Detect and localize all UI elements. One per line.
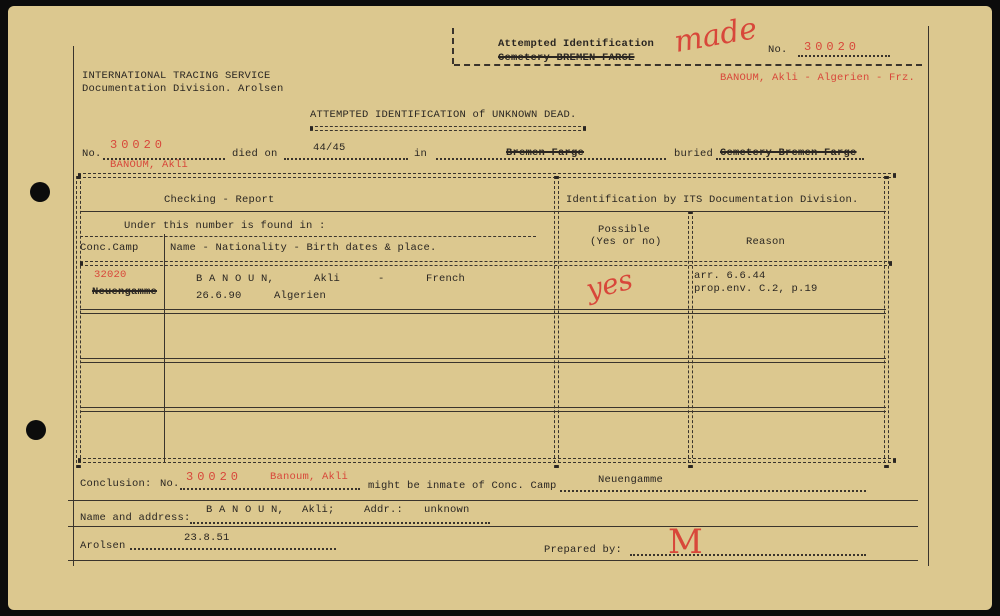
conclusion-text: might be inmate of Conc. Camp	[368, 480, 557, 492]
col-camp-header: Conc.Camp	[80, 242, 139, 254]
org-line2: Documentation Division. Arolsen	[82, 83, 284, 95]
col-possible-header-2: (Yes or no)	[590, 236, 662, 248]
table-left-rule	[76, 176, 81, 468]
died-dots	[284, 158, 408, 160]
name-address-first: Akli;	[302, 504, 335, 516]
row1-birth-place: Algerien	[274, 290, 327, 302]
buried-value: Cemetery Bremen-Farge	[720, 147, 857, 159]
footer-date-dots	[130, 548, 336, 550]
header-box-bottom-rule	[454, 64, 922, 66]
header-box-line2: Cemetery BREMEN-FARGE	[498, 52, 635, 64]
died-label: died on	[232, 148, 278, 160]
table-bottom-rule	[78, 458, 896, 463]
conclusion-camp-dots	[560, 490, 866, 492]
header-box-no-dots	[798, 55, 890, 57]
row1-camp-name: Neuengamme	[92, 286, 158, 298]
checking-header: Checking - Report	[164, 194, 275, 206]
punch-hole-top	[30, 182, 50, 202]
col-name-header: Name - Nationality - Birth dates & place.	[170, 242, 437, 254]
table-row-rule-1	[80, 309, 886, 314]
row1-reason-1: arr. 6.6.44	[694, 270, 766, 282]
conclusion-name: Banoum, Akli	[270, 471, 349, 483]
punch-hole-bottom	[26, 420, 46, 440]
table-right-rule	[884, 176, 889, 468]
footer-date: 23.8.51	[184, 532, 230, 544]
table-camp-rule	[164, 234, 165, 462]
prepared-dots	[630, 554, 866, 556]
title-underline	[310, 126, 586, 131]
org-line1: INTERNATIONAL TRACING SERVICE	[82, 70, 271, 82]
table-header-rule	[80, 211, 886, 212]
name-address-label: Name and address:	[80, 512, 191, 524]
handwritten-made: made	[671, 11, 760, 60]
page-title: ATTEMPTED IDENTIFICATION of UNKNOWN DEAD.	[310, 109, 577, 121]
table-top-rule	[78, 173, 896, 178]
header-box-left-rule	[452, 28, 454, 64]
row1-first: Akli	[314, 273, 341, 285]
record-no-label: No.	[82, 148, 102, 160]
conclusion-dots	[180, 488, 360, 490]
right-margin-rule	[928, 26, 929, 566]
conclusion-label: Conclusion:	[80, 478, 152, 490]
footer-rule	[68, 560, 918, 561]
buried-label: buried	[674, 148, 714, 160]
row1-possible-handwritten: yes	[582, 262, 637, 307]
row1-camp-no: 32020	[94, 269, 127, 281]
died-value: 44/45	[313, 142, 346, 154]
footer-place: Arolsen	[80, 540, 126, 552]
row1-nationality: French	[426, 273, 466, 285]
red-name-annotation: BANOUM, Akli - Algerien - Frz.	[720, 72, 916, 84]
name-address-rule	[68, 526, 918, 527]
col-possible-header-1: Possible	[598, 224, 651, 236]
name-address-dots	[190, 522, 490, 524]
name-address-addr-value: unknown	[424, 504, 470, 516]
header-box-line1: Attempted Identification	[498, 38, 655, 50]
conclusion-no-value: 30020	[186, 470, 243, 484]
row1-birth-date: 26.6.90	[196, 290, 242, 302]
ident-header: Identification by ITS Documentation Division.	[566, 194, 859, 206]
conclusion-camp: Neuengamme	[598, 474, 664, 486]
left-margin-rule	[73, 46, 74, 566]
row1-reason-2: prop.env. C.2, p.19	[694, 283, 818, 295]
table-reason-rule	[688, 211, 693, 468]
col-reason-header: Reason	[746, 236, 786, 248]
document-card	[8, 6, 992, 610]
table-row-rule-3	[80, 407, 886, 412]
header-box-no-label: No.	[768, 44, 788, 56]
under-header: Under this number is found in :	[124, 220, 326, 232]
table-columns-rule	[80, 261, 892, 266]
in-value: Bremen-Farge	[506, 147, 585, 159]
in-label: in	[414, 148, 428, 160]
name-address-addr-label: Addr.:	[364, 504, 404, 516]
signature: M	[668, 522, 703, 562]
conclusion-rule	[68, 500, 918, 501]
record-no-name: BANOUM, Akli	[110, 159, 189, 171]
table-mid-rule	[554, 176, 559, 468]
under-header-rule	[80, 236, 536, 237]
record-no-value: 30020	[110, 138, 167, 152]
prepared-label: Prepared by:	[544, 544, 623, 556]
row1-dash: -	[378, 273, 385, 285]
conclusion-no-label: No.	[160, 478, 180, 490]
row1-name: B A N O U N,	[196, 273, 275, 285]
name-address-name: B A N O U N,	[206, 504, 285, 516]
table-row-rule-2	[80, 358, 886, 363]
header-box-no-value: 30020	[804, 40, 861, 54]
